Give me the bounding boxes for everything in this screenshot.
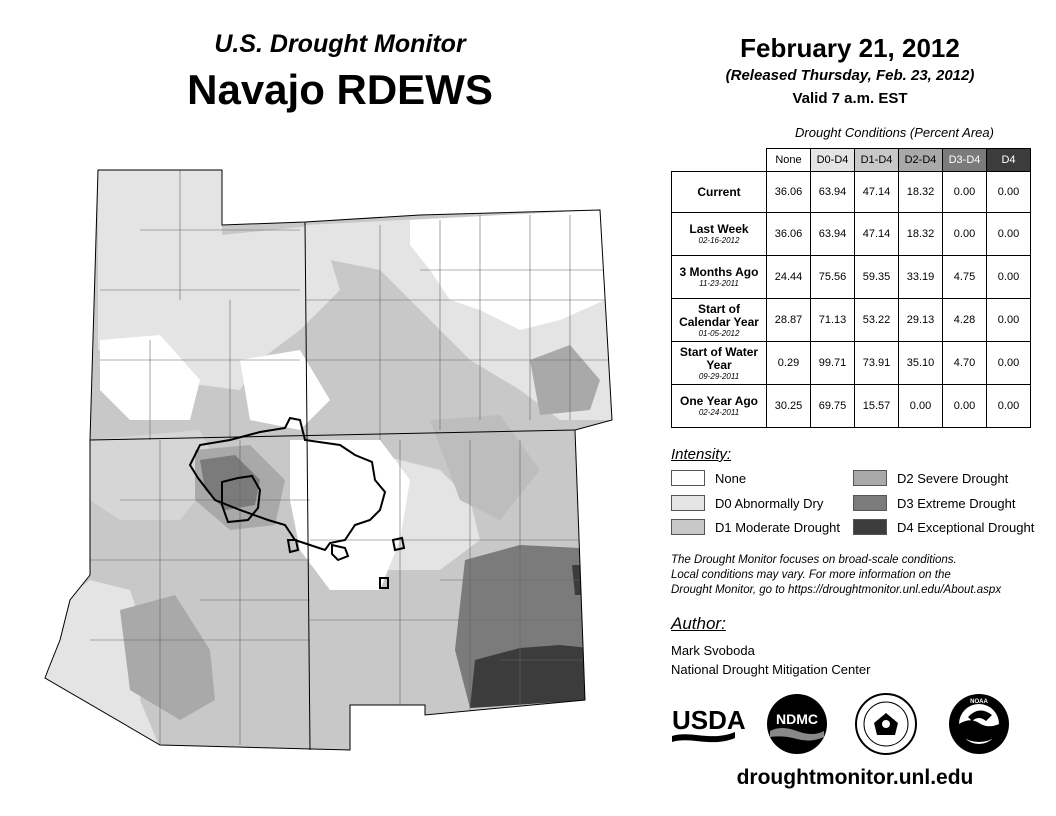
cell: 18.32: [899, 213, 943, 256]
row-label: [672, 256, 767, 299]
row-label-text: 3 Months Ago: [679, 265, 759, 279]
legend-label: None: [715, 470, 747, 486]
author-name: Mark Svoboda: [671, 643, 755, 658]
author-block: [671, 641, 870, 679]
drought-conditions-table: [671, 148, 1031, 428]
svg-text:NDMC: NDMC: [776, 711, 818, 727]
row-label: [672, 299, 767, 342]
row-label-date: 09-29-2011: [698, 371, 740, 381]
legend-swatch: [853, 519, 887, 535]
legend-item-d0: [671, 495, 823, 511]
author-title: Author:: [671, 614, 726, 633]
col-header-d4: D4: [987, 149, 1031, 172]
cell: 24.44: [767, 256, 811, 299]
legend-label: D2 Severe Drought: [897, 470, 1009, 486]
cell: 71.13: [811, 299, 855, 342]
cell: 28.87: [767, 299, 811, 342]
cell: 0.29: [767, 342, 811, 385]
legend-item-d1: [671, 519, 840, 535]
legend-item-d2: [853, 470, 1008, 486]
row-label: [672, 172, 767, 213]
map-date: February 21, 2012: [740, 33, 960, 63]
cell: 30.25: [767, 385, 811, 428]
row-label-text: Last Week: [689, 222, 749, 236]
cell: 36.06: [767, 172, 811, 213]
legend-swatch: [853, 495, 887, 511]
svg-text:USDA: USDA: [672, 705, 746, 735]
noaa-logo: [948, 693, 1010, 755]
cell: 36.06: [767, 213, 811, 256]
legend-item-none: [671, 470, 746, 486]
row-label-date: 02-24-2011: [698, 408, 740, 417]
cell: 0.00: [943, 385, 987, 428]
ndmc-logo: [766, 693, 828, 755]
table-row: [672, 172, 1031, 213]
cell: 4.28: [943, 299, 987, 342]
col-header-d2-d4: D2-D4: [899, 149, 943, 172]
commerce-seal-logo: [855, 693, 917, 755]
row-label-text: Current: [697, 184, 741, 199]
legend-item-d4: [853, 519, 1034, 535]
subtitle-drought-monitor: U.S. Drought Monitor: [214, 30, 466, 58]
row-label-text: Start of Water Year: [679, 344, 759, 372]
table-corner: [672, 149, 767, 172]
cell: 75.56: [811, 256, 855, 299]
cell: 0.00: [987, 213, 1031, 256]
legend-swatch: [671, 519, 705, 535]
row-label-date: 11-23-2011: [699, 279, 739, 288]
released-date: (Released Thursday, Feb. 23, 2012): [725, 67, 975, 84]
legend-label: D3 Extreme Drought: [897, 495, 1016, 511]
table-row: [672, 385, 1031, 428]
cell: 0.00: [987, 172, 1031, 213]
row-label-date: 01-05-2012: [698, 328, 740, 338]
legend-label: D4 Exceptional Drought: [897, 519, 1035, 535]
cell: 4.75: [943, 256, 987, 299]
legend-item-d3: [853, 495, 1016, 511]
note-line: Drought Monitor, go to https://droughtmonitor.unl.edu/About.aspx: [671, 584, 1002, 596]
note-line: The Drought Monitor focuses on broad-scale conditions.: [671, 554, 957, 566]
table-row: [672, 256, 1031, 299]
col-header-none: None: [767, 149, 811, 172]
footer-url[interactable]: droughtmonitor.unl.edu: [736, 766, 974, 789]
col-header-d1-d4: D1-D4: [855, 149, 899, 172]
legend-swatch: [671, 495, 705, 511]
cell: 18.32: [899, 172, 943, 213]
map-title: Navajo RDEWS: [187, 66, 493, 113]
cell: 73.91: [855, 342, 899, 385]
table-row: [672, 213, 1031, 256]
cell: 69.75: [811, 385, 855, 428]
cell: 0.00: [987, 299, 1031, 342]
cell: 63.94: [811, 172, 855, 213]
cell: 47.14: [855, 213, 899, 256]
cell: 99.71: [811, 342, 855, 385]
disclaimer-note: [671, 553, 1041, 598]
note-line: Local conditions may vary. For more information on the: [671, 569, 951, 581]
svg-text:NOAA: NOAA: [970, 699, 988, 705]
cell: 0.00: [943, 172, 987, 213]
legend-swatch: [671, 470, 705, 486]
cell: 0.00: [899, 385, 943, 428]
row-label-date: 02-16-2012: [698, 236, 740, 245]
cell: 63.94: [811, 213, 855, 256]
table-row: [672, 342, 1031, 385]
cell: 35.10: [899, 342, 943, 385]
cell: 0.00: [987, 342, 1031, 385]
row-label-text: One Year Ago: [679, 394, 759, 408]
row-label: [672, 342, 767, 385]
row-label: [672, 385, 767, 428]
valid-time: Valid 7 a.m. EST: [792, 90, 908, 107]
cell: 0.00: [987, 256, 1031, 299]
legend-label: D0 Abnormally Dry: [715, 495, 824, 511]
cell: 53.22: [855, 299, 899, 342]
intensity-legend-title: Intensity:: [671, 446, 732, 463]
cell: 47.14: [855, 172, 899, 213]
legend-label: D1 Moderate Drought: [715, 519, 841, 535]
col-header-d3-d4: D3-D4: [943, 149, 987, 172]
cell: 15.57: [855, 385, 899, 428]
cell: 33.19: [899, 256, 943, 299]
cell: 0.00: [943, 213, 987, 256]
legend-swatch: [853, 470, 887, 486]
author-org: National Drought Mitigation Center: [671, 662, 871, 677]
row-label-text: Start of Calendar Year: [679, 301, 759, 329]
table-header-row: [672, 149, 1031, 172]
cell: 59.35: [855, 256, 899, 299]
table-caption: Drought Conditions (Percent Area): [795, 125, 994, 140]
cell: 29.13: [899, 299, 943, 342]
table-row: [672, 299, 1031, 342]
col-header-d0-d4: D0-D4: [811, 149, 855, 172]
cell: 0.00: [987, 385, 1031, 428]
usda-logo: [671, 702, 746, 748]
row-label: [672, 213, 767, 256]
cell: 4.70: [943, 342, 987, 385]
